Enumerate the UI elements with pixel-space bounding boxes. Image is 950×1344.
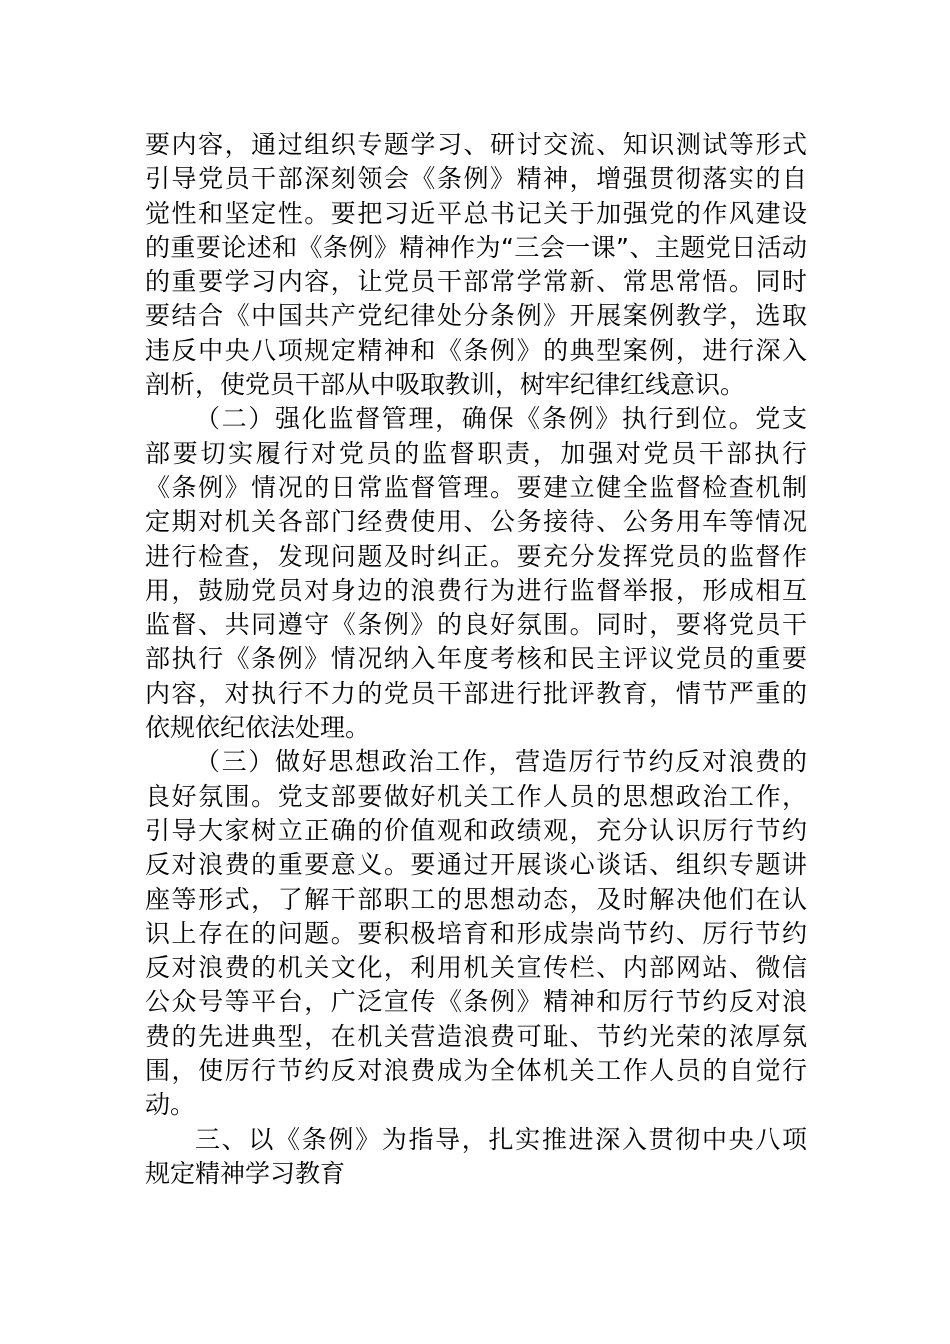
text-line: 用，鼓励党员对身边的浪费行为进行监督举报，形成相互 [145, 575, 807, 605]
text-line: 部要切实履行对党员的监督职责，加强对党员干部执行 [145, 438, 807, 468]
text-line: 定期对机关各部门经费使用、公务接待、公务用车等情况 [145, 507, 807, 537]
text-line: 反对浪费的机关文化，利用机关宣传栏、内部网站、微信 [145, 953, 807, 983]
text-line: 进行检查，发现问题及时纠正。要充分发挥党员的监督作 [145, 541, 807, 571]
section-heading-line: 三、以《条例》为指导，扎实推进深入贯彻中央八项 [195, 1124, 807, 1154]
text-line: 觉性和坚定性。要把习近平总书记关于加强党的作风建设 [145, 198, 807, 228]
text-line: 要结合《中国共产党纪律处分条例》开展案例教学，选取 [145, 301, 807, 331]
text-line: 动。 [145, 1090, 196, 1120]
body-text [145, 128, 807, 1191]
text-line: 《条例》情况的日常监督管理。要建立健全监督检查机制 [145, 472, 807, 502]
section-heading-line: 规定精神学习教育 [145, 1158, 346, 1188]
text-line: 引导党员干部深刻领会《条例》精神，增强贯彻落实的自 [145, 164, 807, 194]
text-line: 剖析，使党员干部从中吸取教训，树牢纪律红线意识。 [145, 370, 746, 400]
text-line: 要内容，通过组织专题学习、研讨交流、知识测试等形式 [145, 130, 807, 159]
text-line: 座等形式，了解干部职工的思想动态，及时解决他们在认 [145, 884, 807, 914]
text-line: 依规依纪依法处理。 [145, 713, 371, 743]
section-two-heading-line: （二）强化监督管理，确保《条例》执行到位。党支 [195, 404, 807, 434]
text-line: 识上存在的问题。要积极培育和形成崇尚节约、厉行节约 [145, 918, 807, 948]
text-line: 的重要论述和《条例》精神作为“三会一课”、主题党日活动 [145, 232, 807, 262]
section-three-heading-line: （三）做好思想政治工作，营造厉行节约反对浪费的 [195, 747, 807, 777]
text-line: 的重要学习内容，让党员干部常学常新、常思常悟。同时 [145, 267, 807, 297]
text-line: 围，使厉行节约反对浪费成为全体机关工作人员的自觉行 [145, 1056, 807, 1086]
text-line: 监督、共同遵守《条例》的良好氛围。同时，要将党员干 [145, 610, 807, 640]
text-line: 引导大家树立正确的价值观和政绩观，充分认识厉行节约 [145, 815, 807, 845]
text-line: 内容，对执行不力的党员干部进行批评教育，情节严重的 [145, 678, 807, 708]
text-line: 反对浪费的重要意义。要通过开展谈心谈话、组织专题讲 [145, 850, 807, 880]
text-line: 公众号等平台，广泛宣传《条例》精神和厉行节约反对浪 [145, 987, 807, 1017]
text-line: 良好氛围。党支部要做好机关工作人员的思想政治工作， [145, 781, 807, 811]
text-line: 部执行《条例》情况纳入年度考核和民主评议党员的重要 [145, 644, 807, 674]
text-line: 违反中央八项规定精神和《条例》的典型案例，进行深入 [145, 335, 807, 365]
text-line: 费的先进典型，在机关营造浪费可耻、节约光荣的浓厚氛 [145, 1021, 807, 1051]
